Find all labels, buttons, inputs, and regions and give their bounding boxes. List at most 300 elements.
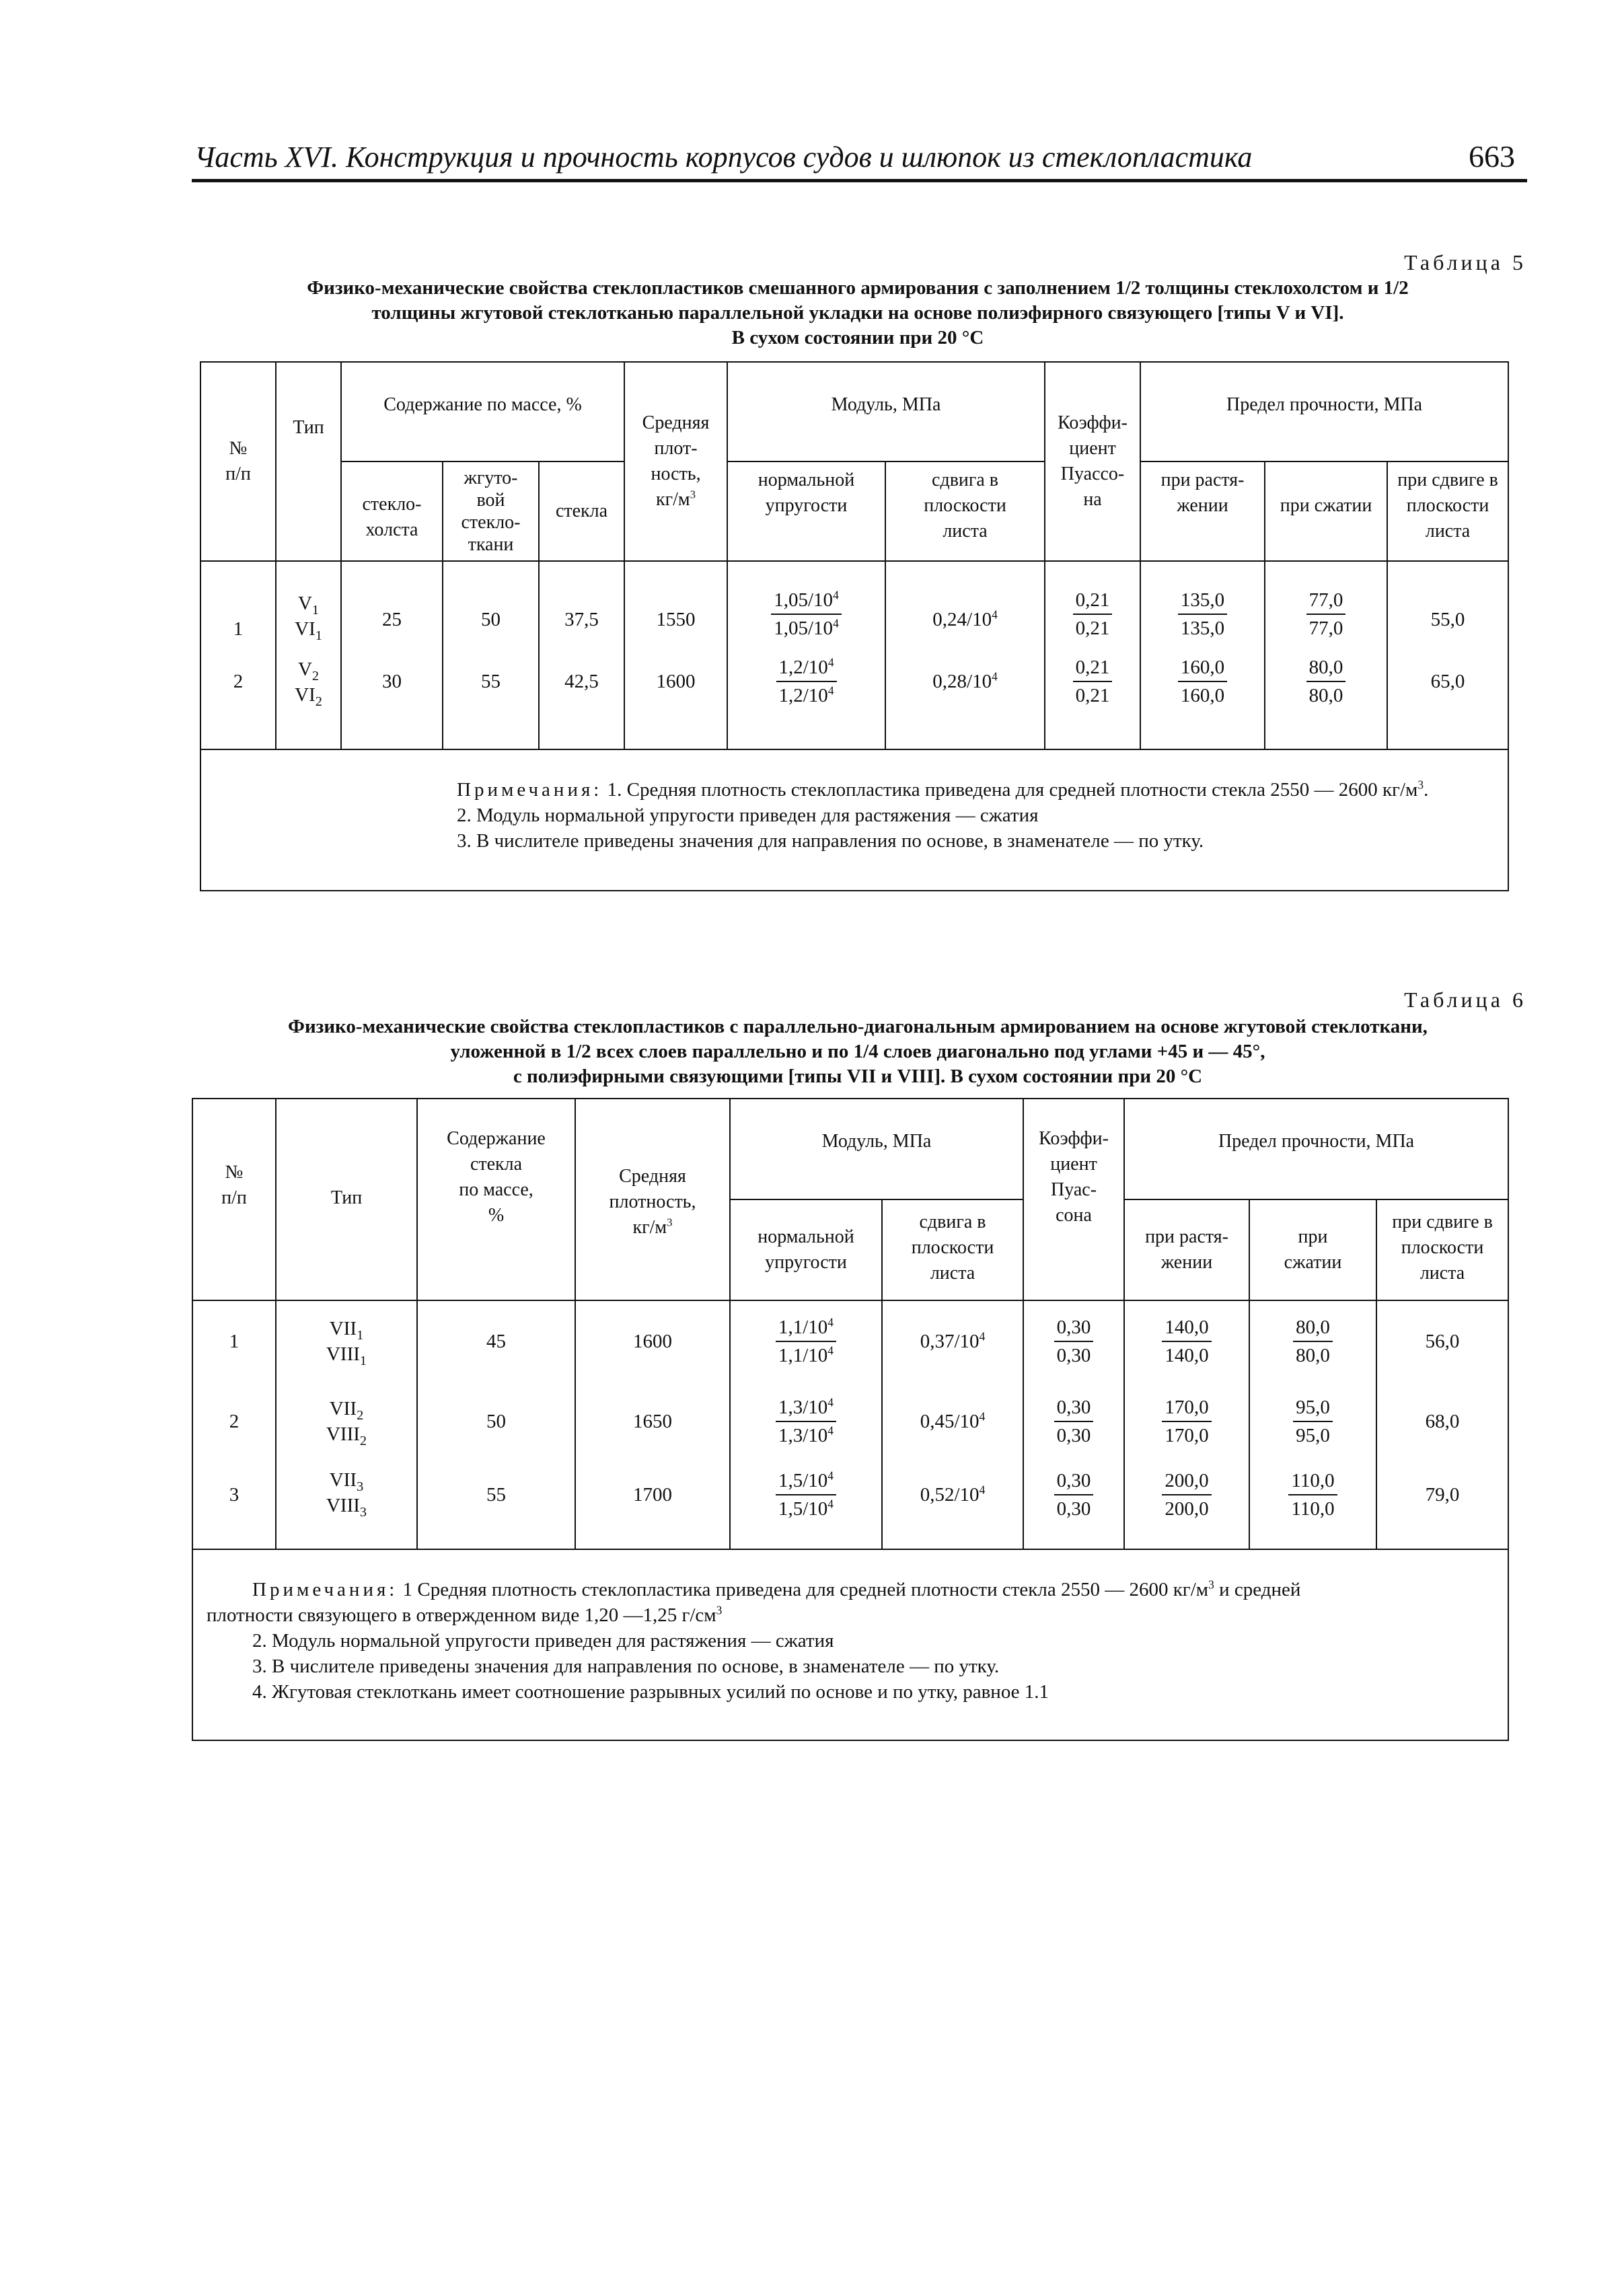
denominator: 110,0 bbox=[1291, 1498, 1335, 1520]
cell-num: 1 bbox=[200, 561, 276, 642]
cell-compression bbox=[1249, 1462, 1376, 1549]
numerator: 170,0 bbox=[1162, 1394, 1211, 1422]
cell-c3: 42,5 bbox=[539, 642, 624, 749]
density-line: Средняя bbox=[619, 1166, 686, 1187]
fraction bbox=[1162, 1394, 1211, 1449]
cell-content: 45 bbox=[417, 1300, 575, 1381]
cell-num: 3 bbox=[192, 1462, 276, 1549]
col-header-num bbox=[200, 362, 276, 561]
exponent: 3 bbox=[667, 1216, 673, 1229]
col-header-strength: Предел прочности, МПа bbox=[1124, 1099, 1508, 1199]
density-line bbox=[579, 1215, 727, 1240]
value: 1,05/10 bbox=[774, 589, 834, 611]
table-row bbox=[192, 1300, 1508, 1381]
s-tension-line: жении bbox=[1177, 495, 1228, 516]
density-line bbox=[628, 487, 724, 513]
table-row bbox=[200, 561, 1508, 642]
cell-type bbox=[276, 1381, 417, 1462]
type-b bbox=[279, 1493, 414, 1518]
cell-c2: 55 bbox=[443, 642, 539, 749]
s-shear-line: плоскости bbox=[1401, 1237, 1484, 1258]
denominator: 80,0 bbox=[1308, 685, 1343, 706]
type-b bbox=[279, 616, 338, 642]
cell-num: 2 bbox=[200, 642, 276, 749]
table6-caption: Таблица 6 bbox=[1404, 988, 1526, 1012]
exponent: 4 bbox=[827, 1314, 834, 1329]
note-line: 2. Модуль нормальной упругости приведен для растяжения — сжатия bbox=[252, 1630, 834, 1652]
col-header-mod-normal bbox=[727, 461, 885, 561]
type-b bbox=[279, 1421, 414, 1447]
value: 1,2/10 bbox=[778, 685, 828, 706]
col-header-s-tension bbox=[1140, 461, 1265, 561]
cell-mod-normal bbox=[730, 1300, 882, 1381]
col-header-poisson bbox=[1045, 362, 1140, 561]
type-a bbox=[279, 591, 338, 616]
exponent: 4 bbox=[827, 1497, 834, 1511]
col-header-type: Тип bbox=[276, 362, 341, 561]
exponent: 4 bbox=[979, 1409, 986, 1423]
note-line: 3. В числителе приведены значения для направления по основе, в знаменателе — по утку. bbox=[457, 830, 1204, 852]
cell-type bbox=[276, 1462, 417, 1549]
cell-mod-normal bbox=[727, 561, 885, 642]
cell-compression bbox=[1249, 1300, 1376, 1381]
cell-c2: 50 bbox=[443, 561, 539, 642]
poisson-line: циент bbox=[1069, 438, 1116, 459]
cell-compression bbox=[1249, 1381, 1376, 1462]
fraction bbox=[1293, 1394, 1333, 1449]
cell-content: 55 bbox=[417, 1462, 575, 1549]
cell-num: 1 bbox=[192, 1300, 276, 1381]
value: 0,37/10 bbox=[920, 1330, 980, 1352]
table-row bbox=[200, 642, 1508, 749]
numerator: 200,0 bbox=[1162, 1467, 1211, 1495]
content-line: % bbox=[488, 1205, 505, 1226]
cell-type bbox=[276, 561, 341, 642]
type-b bbox=[279, 1341, 414, 1367]
fraction bbox=[1178, 587, 1227, 642]
density-line: плотность, bbox=[609, 1191, 696, 1212]
cell-content: 50 bbox=[417, 1381, 575, 1462]
cell-poisson bbox=[1023, 1462, 1124, 1549]
note-line: 3. В числителе приведены значения для направления по основе, в знаменателе — по утку. bbox=[252, 1656, 1000, 1677]
exponent: 3 bbox=[1417, 778, 1424, 792]
s-shear-line: плоскости bbox=[1406, 495, 1489, 516]
cell-tension bbox=[1124, 1381, 1249, 1462]
value: 0,28/10 bbox=[932, 671, 992, 692]
denominator bbox=[776, 682, 837, 709]
s-shear-line: листа bbox=[1419, 1263, 1465, 1284]
numerator: 80,0 bbox=[1306, 654, 1346, 682]
table5-title bbox=[188, 276, 1527, 350]
note-line: Примечания: 1. Средняя плотность стеклопластика приведена для средней плотности стекла 2550 — 2600 $кг/м^3$. bbox=[457, 778, 1429, 801]
mod-shear-line: плоскости bbox=[924, 495, 1006, 516]
type-a-label: VII bbox=[329, 1398, 357, 1419]
exponent: 4 bbox=[992, 607, 998, 622]
poisson-line: Коэффи- bbox=[1058, 412, 1128, 433]
numerator: 0,30 bbox=[1054, 1314, 1094, 1342]
table6-title-line: Физико-механические свойства стеклопластиков с параллельно-диагональным армированием на основе жгутовой стеклоткани, bbox=[288, 1016, 1428, 1037]
cell-mod-shear bbox=[882, 1300, 1023, 1381]
type-b bbox=[279, 682, 338, 708]
content-line: по массе, bbox=[459, 1179, 533, 1200]
s-tension-line: при растя- bbox=[1145, 1226, 1228, 1247]
cell-mod-shear bbox=[885, 642, 1045, 749]
cell-density: 1600 bbox=[624, 642, 727, 749]
exponent: 3 bbox=[1208, 1578, 1214, 1592]
type-b-label: VI bbox=[295, 684, 316, 706]
content-line: Содержание bbox=[447, 1128, 546, 1149]
col-header-mod-normal bbox=[730, 1199, 882, 1300]
cell-c3: 37,5 bbox=[539, 561, 624, 642]
denominator bbox=[776, 1495, 836, 1522]
poisson-line: циент bbox=[1050, 1154, 1097, 1175]
fraction bbox=[771, 587, 842, 642]
cell-c1: 25 bbox=[341, 561, 443, 642]
exponent: 3 bbox=[716, 1603, 723, 1617]
fraction bbox=[1293, 1314, 1333, 1369]
exponent: 4 bbox=[827, 1395, 834, 1409]
col-header-poisson bbox=[1023, 1099, 1124, 1300]
exponent: 4 bbox=[992, 669, 998, 683]
type-sub: 1 bbox=[357, 1327, 364, 1343]
exponent: 4 bbox=[979, 1483, 986, 1497]
type-sub: 1 bbox=[311, 602, 320, 618]
page-number: 663 bbox=[1469, 139, 1515, 174]
col-header-s-compression bbox=[1249, 1199, 1376, 1300]
type-b-label: VIII bbox=[326, 1495, 360, 1516]
cell-type bbox=[276, 642, 341, 749]
exponent: 4 bbox=[979, 1329, 986, 1343]
value: 1,5/10 bbox=[778, 1470, 828, 1491]
col-header-strength: Предел прочности, МПа bbox=[1140, 362, 1508, 461]
header-title: Часть XVI. Конструкция и прочность корпусов судов и шлюпок из стеклопластика bbox=[194, 141, 1253, 174]
cell-compression bbox=[1265, 561, 1387, 642]
value: 1,3/10 bbox=[778, 1425, 828, 1446]
table5-title-line: Физико-механические свойства стеклопластиков смешанного армирования с заполнением 1/2 толщины стеклохолстом и 1/2 bbox=[307, 277, 1409, 299]
note-1-cont: и средней bbox=[1214, 1579, 1301, 1600]
type-a-label: VII bbox=[329, 1317, 357, 1339]
s-tension-line: при растя- bbox=[1160, 470, 1245, 490]
col-header-s-shear bbox=[1376, 1199, 1508, 1300]
numerator: 0,21 bbox=[1073, 587, 1113, 615]
type-sub: 2 bbox=[359, 1433, 367, 1448]
fraction bbox=[1073, 587, 1113, 642]
value: 1,05/10 bbox=[774, 618, 834, 639]
mod-shear-line: сдвига в bbox=[932, 470, 999, 490]
type-b-label: VIII bbox=[326, 1423, 360, 1445]
type-sub: 2 bbox=[311, 668, 320, 683]
note-line: 4. Жгутовая стеклоткань имеет соотношение разрывных усилий по основе и по утку, равное 1.1 bbox=[252, 1681, 1049, 1703]
denominator: 140,0 bbox=[1165, 1344, 1209, 1366]
type-sub: 1 bbox=[359, 1353, 367, 1368]
mod-normal-line: нормальной bbox=[758, 1226, 854, 1247]
denominator bbox=[776, 1342, 836, 1369]
mod-normal-line: упругости bbox=[765, 495, 848, 516]
denominator: 170,0 bbox=[1165, 1425, 1209, 1446]
note-line bbox=[207, 1602, 1496, 1628]
col-header-num-line: п/п bbox=[221, 1187, 247, 1208]
note-1: 1. Средняя плотность стеклопластика приведена для средней плотности стекла 2550 — 2600 кг/м bbox=[607, 779, 1418, 801]
fraction bbox=[1178, 654, 1227, 709]
table5-header-row bbox=[200, 362, 1508, 461]
denominator: 160,0 bbox=[1180, 685, 1225, 706]
type-a-label: VII bbox=[329, 1469, 357, 1491]
notes-label: Примечания: bbox=[252, 1579, 398, 1600]
value: 1,5/10 bbox=[778, 1498, 828, 1520]
note-1-tail: плотности связующего в отвержденном виде 1,20 —1,25 г/см bbox=[207, 1604, 716, 1626]
type-a bbox=[279, 1396, 414, 1421]
type-sub: 1 bbox=[315, 628, 322, 643]
type-sub: 3 bbox=[357, 1479, 364, 1494]
fraction bbox=[776, 1394, 836, 1449]
cell-num: 2 bbox=[192, 1381, 276, 1462]
type-b-label: VI bbox=[295, 618, 316, 640]
fraction bbox=[1162, 1314, 1211, 1369]
col-header-density bbox=[624, 362, 727, 561]
denominator: 95,0 bbox=[1296, 1425, 1330, 1446]
value: 1,1/10 bbox=[778, 1316, 828, 1338]
table5-notes bbox=[200, 749, 1508, 891]
numerator: 135,0 bbox=[1178, 587, 1227, 615]
table-row bbox=[192, 1381, 1508, 1462]
col-header-mod-shear bbox=[885, 461, 1045, 561]
exponent: 4 bbox=[827, 683, 834, 698]
type-sub: 2 bbox=[357, 1407, 364, 1423]
numerator bbox=[776, 1394, 836, 1422]
col-header-content bbox=[417, 1099, 575, 1300]
poisson-line: сона bbox=[1056, 1205, 1092, 1226]
table5-title-line: В сухом состоянии при 20 °С bbox=[731, 327, 984, 348]
cell-shear: 55,0 bbox=[1387, 561, 1508, 642]
mod-shear-line: сдвига в bbox=[919, 1212, 986, 1232]
table5-title-line: толщины жгутовой стеклотканью параллельной укладки на основе полиэфирного связующего [типы V и VI]. bbox=[371, 302, 1344, 324]
note-line: 2. Модуль нормальной упругости приведен для растяжения — сжатия bbox=[457, 805, 1039, 826]
cell-density: 1550 bbox=[624, 561, 727, 642]
poisson-line: Пуассо- bbox=[1060, 464, 1125, 484]
numerator: 0,30 bbox=[1054, 1467, 1094, 1495]
cell-mod-normal bbox=[727, 642, 885, 749]
col-header-c1 bbox=[341, 461, 443, 561]
col-header-c2 bbox=[443, 461, 539, 561]
numerator bbox=[771, 587, 842, 615]
content-line: стекла bbox=[470, 1154, 523, 1175]
c2-line: стекло- bbox=[461, 512, 521, 533]
numerator bbox=[776, 654, 837, 682]
denominator: 135,0 bbox=[1180, 618, 1225, 639]
denominator: 0,30 bbox=[1056, 1344, 1091, 1366]
col-header-s-shear bbox=[1387, 461, 1508, 561]
type-a-label: V bbox=[297, 659, 312, 680]
type-a-label: V bbox=[297, 593, 312, 614]
running-header bbox=[192, 137, 1527, 182]
col-header-content: Содержание по массе, % bbox=[341, 362, 624, 461]
table6-notes bbox=[192, 1549, 1508, 1740]
cell-density: 1600 bbox=[575, 1300, 730, 1381]
cell-density: 1650 bbox=[575, 1381, 730, 1462]
s-compression-line: сжатии bbox=[1284, 1252, 1342, 1273]
c1-line: стекло- bbox=[362, 494, 422, 515]
density-unit: кг/м bbox=[656, 489, 690, 510]
cell-compression bbox=[1265, 642, 1387, 749]
col-header-num-line: № bbox=[229, 438, 248, 459]
numerator bbox=[776, 1314, 836, 1342]
cell-poisson bbox=[1023, 1381, 1124, 1462]
c1-line: холста bbox=[365, 519, 418, 540]
denominator bbox=[771, 615, 842, 642]
fraction bbox=[1073, 654, 1113, 709]
cell-tension bbox=[1140, 642, 1265, 749]
numerator: 0,30 bbox=[1054, 1394, 1094, 1422]
density-line: Средняя bbox=[642, 412, 710, 433]
table6-notes-row bbox=[192, 1549, 1508, 1740]
numerator bbox=[776, 1467, 836, 1495]
col-header-c3: стекла bbox=[539, 461, 624, 561]
cell-type bbox=[276, 1300, 417, 1381]
note-1: 1 Средняя плотность стеклопластика приведена для средней плотности стекла 2550 — 2600 кг/м bbox=[402, 1579, 1209, 1600]
denominator: 77,0 bbox=[1308, 618, 1343, 639]
mod-normal-line: упругости bbox=[765, 1252, 847, 1273]
table5-notes-row bbox=[200, 749, 1508, 891]
table5-caption: Таблица 5 bbox=[1404, 250, 1526, 274]
numerator: 160,0 bbox=[1178, 654, 1227, 682]
exponent: 3 bbox=[690, 488, 696, 501]
poisson-line: Коэффи- bbox=[1039, 1128, 1109, 1149]
value: 0,52/10 bbox=[920, 1484, 980, 1506]
type-a bbox=[279, 1467, 414, 1493]
value: 0,45/10 bbox=[920, 1411, 980, 1432]
value: 1,3/10 bbox=[778, 1397, 828, 1418]
type-a bbox=[279, 657, 338, 682]
poisson-line: на bbox=[1083, 489, 1102, 510]
fraction bbox=[776, 1467, 836, 1522]
col-header-num-line: № bbox=[225, 1162, 244, 1183]
s-shear-line: при сдвиге в bbox=[1392, 1212, 1493, 1232]
value: 1,2/10 bbox=[778, 657, 828, 678]
type-a bbox=[279, 1316, 414, 1341]
s-tension-line: жении bbox=[1160, 1252, 1213, 1273]
fraction bbox=[1288, 1467, 1337, 1522]
fraction bbox=[1306, 587, 1346, 642]
mod-shear-line: плоскости bbox=[911, 1237, 994, 1258]
numerator: 95,0 bbox=[1293, 1394, 1333, 1422]
denominator bbox=[776, 1422, 836, 1449]
exponent: 4 bbox=[833, 616, 839, 630]
cell-poisson bbox=[1045, 561, 1140, 642]
numerator: 140,0 bbox=[1162, 1314, 1211, 1342]
type-sub: 2 bbox=[315, 694, 322, 709]
table-row bbox=[192, 1462, 1508, 1549]
cell-mod-normal bbox=[730, 1462, 882, 1549]
poisson-line: Пуас- bbox=[1051, 1179, 1097, 1200]
density-unit: кг/м bbox=[632, 1217, 667, 1238]
col-header-modulus: Модуль, МПа bbox=[727, 362, 1045, 461]
fraction bbox=[1054, 1314, 1094, 1369]
density-line: плот- bbox=[654, 438, 698, 459]
notes-label: Примечания: bbox=[457, 779, 603, 801]
fraction bbox=[776, 654, 837, 709]
cell-mod-shear bbox=[885, 561, 1045, 642]
table6-title-line: с полиэфирными связующими [типы VII и VIII]. В сухом состоянии при 20 °С bbox=[513, 1066, 1203, 1087]
cell-tension bbox=[1124, 1300, 1249, 1381]
s-compression-line: при bbox=[1298, 1226, 1328, 1247]
table6-title bbox=[188, 1014, 1527, 1089]
col-header-s-tension bbox=[1124, 1199, 1249, 1300]
c2-line: вой bbox=[476, 490, 505, 511]
table5-subheader-row bbox=[200, 461, 1508, 561]
mod-normal-line: нормальной bbox=[758, 470, 855, 490]
cell-density: 1700 bbox=[575, 1462, 730, 1549]
type-sub: 3 bbox=[359, 1504, 367, 1520]
col-header-s-compression: при сжатии bbox=[1265, 461, 1387, 561]
fraction bbox=[1306, 654, 1346, 709]
denominator: 0,30 bbox=[1056, 1425, 1091, 1446]
cell-shear: 68,0 bbox=[1376, 1381, 1508, 1462]
mod-shear-line: листа bbox=[943, 521, 988, 542]
density-line: ность, bbox=[651, 464, 701, 484]
cell-shear: 65,0 bbox=[1387, 642, 1508, 749]
numerator: 77,0 bbox=[1306, 587, 1346, 615]
note-line bbox=[207, 1577, 1496, 1602]
exponent: 4 bbox=[827, 1423, 834, 1438]
col-header-density bbox=[575, 1099, 730, 1300]
cell-mod-shear bbox=[882, 1462, 1023, 1549]
s-shear-line: листа bbox=[1425, 521, 1471, 542]
cell-mod-normal bbox=[730, 1381, 882, 1462]
s-shear-line: при сдвиге в bbox=[1397, 470, 1498, 490]
col-header-modulus: Модуль, МПа bbox=[730, 1099, 1023, 1199]
denominator: 200,0 bbox=[1165, 1498, 1209, 1520]
cell-tension bbox=[1140, 561, 1265, 642]
cell-shear: 79,0 bbox=[1376, 1462, 1508, 1549]
numerator: 80,0 bbox=[1293, 1314, 1333, 1342]
fraction bbox=[1162, 1467, 1211, 1522]
denominator: 0,30 bbox=[1056, 1498, 1091, 1520]
numerator: 0,21 bbox=[1073, 654, 1113, 682]
col-header-type: Тип bbox=[276, 1099, 417, 1300]
denominator: 80,0 bbox=[1296, 1344, 1330, 1366]
c2-line: жгуто- bbox=[464, 468, 518, 488]
table6 bbox=[192, 1098, 1509, 1741]
cell-shear: 56,0 bbox=[1376, 1300, 1508, 1381]
cell-c1: 30 bbox=[341, 642, 443, 749]
table6-title-line: уложенной в 1/2 всех слоев параллельно и по 1/4 слоев диагонально под углами +45 и — 45°, bbox=[450, 1041, 1265, 1062]
mod-shear-line: листа bbox=[930, 1263, 975, 1284]
exponent: 4 bbox=[827, 1469, 834, 1483]
c2-line: ткани bbox=[468, 534, 514, 555]
denominator: 0,21 bbox=[1075, 618, 1110, 639]
col-header-num bbox=[192, 1099, 276, 1300]
fraction bbox=[1054, 1467, 1094, 1522]
value: 1,1/10 bbox=[778, 1344, 828, 1366]
table5 bbox=[200, 361, 1509, 891]
exponent: 4 bbox=[827, 655, 834, 669]
fraction bbox=[1054, 1394, 1094, 1449]
cell-poisson bbox=[1023, 1300, 1124, 1381]
fraction bbox=[776, 1314, 836, 1369]
table6-header-row bbox=[192, 1099, 1508, 1199]
cell-poisson bbox=[1045, 642, 1140, 749]
exponent: 4 bbox=[833, 588, 839, 602]
denominator: 0,21 bbox=[1075, 685, 1110, 706]
col-header-num-line: п/п bbox=[225, 464, 251, 484]
numerator: 110,0 bbox=[1288, 1467, 1337, 1495]
exponent: 4 bbox=[827, 1343, 834, 1357]
cell-mod-shear bbox=[882, 1381, 1023, 1462]
col-header-mod-shear bbox=[882, 1199, 1023, 1300]
type-b-label: VIII bbox=[326, 1343, 360, 1365]
cell-tension bbox=[1124, 1462, 1249, 1549]
value: 0,24/10 bbox=[932, 609, 992, 630]
